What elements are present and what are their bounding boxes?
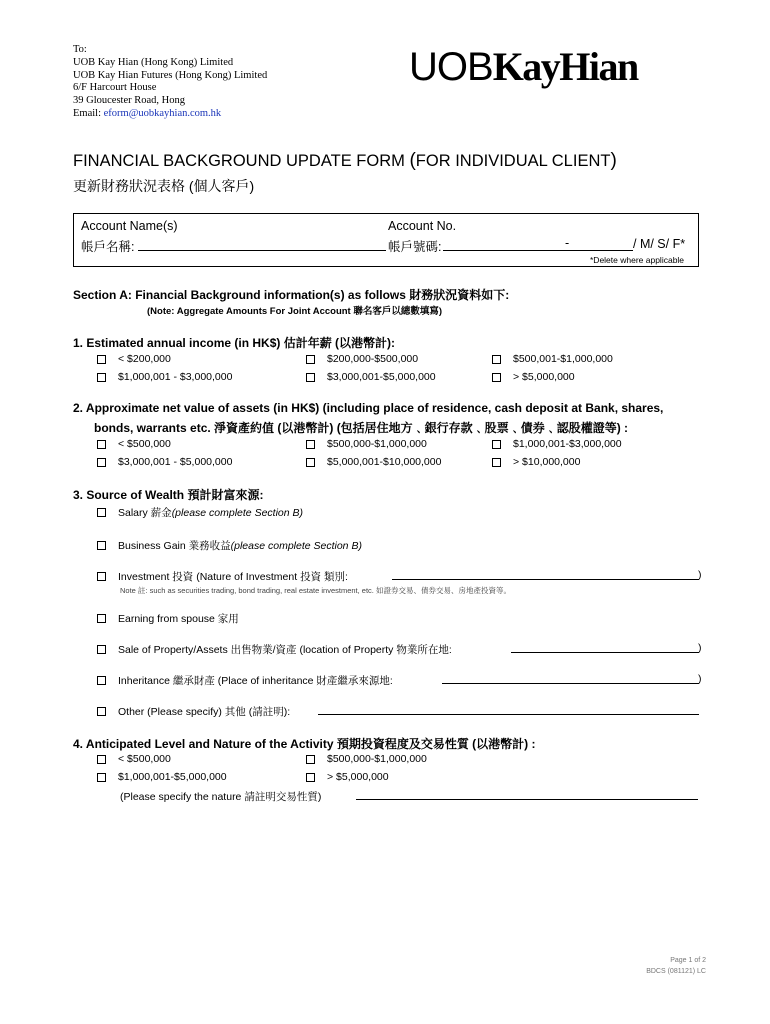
- option-label: > $5,000,000: [513, 371, 575, 383]
- recipient-address: [73, 44, 267, 121]
- inheritance-place-field[interactable]: [442, 683, 699, 684]
- address-line: 6/F Harcourt House: [73, 82, 157, 94]
- checkbox[interactable]: [492, 440, 501, 449]
- form-title: [73, 150, 617, 172]
- checkbox[interactable]: [97, 676, 106, 685]
- q1-option[interactable]: [306, 371, 436, 383]
- option-label: $3,000,001-$5,000,000: [327, 371, 436, 383]
- option-label: Business Gain 業務收益: [118, 540, 231, 552]
- q3-other[interactable]: [97, 704, 290, 719]
- section-a-note: (Note: Aggregate Amounts For Joint Account 聯名客戶以總數填寫): [147, 306, 443, 317]
- checkbox[interactable]: [97, 614, 106, 623]
- checkbox[interactable]: [306, 458, 315, 467]
- q1-option[interactable]: [97, 353, 171, 365]
- q2-title-line1: 2. Approximate net value of assets (in HK$) (including place of residence, cash deposit at Bank, shares,: [73, 401, 664, 415]
- option-label: $500,001-$1,000,000: [513, 353, 613, 365]
- option-label: Investment 投資 (Nature of Investment 投資 類別:: [118, 571, 348, 583]
- logo-uob: UOB: [409, 45, 493, 89]
- option-label: $1,000,001 - $3,000,000: [118, 371, 233, 383]
- q2-option[interactable]: [306, 438, 427, 450]
- account-type-suffix: / M/ S/ F*: [633, 237, 686, 251]
- option-label: < $500,000: [118, 438, 171, 450]
- section-a-heading: Section A: Financial Background information(s) as follows 財務狀況資料如下:: [73, 288, 510, 302]
- q4-specify-label: (Please specify the nature 請註明交易性質): [120, 791, 322, 803]
- logo-kayhian: KayHian: [492, 44, 638, 89]
- q3-title: 3. Source of Wealth 預計財富來源:: [73, 488, 264, 502]
- q3-inheritance[interactable]: [97, 673, 393, 688]
- q2-option[interactable]: [492, 456, 580, 468]
- option-label: $3,000,001 - $5,000,000: [118, 456, 233, 468]
- q2-option[interactable]: [306, 456, 441, 468]
- checkbox[interactable]: [306, 440, 315, 449]
- account-no-label-zh: 帳戶號碼:: [388, 240, 442, 254]
- q1-option[interactable]: [492, 371, 575, 383]
- option-label: $1,000,001-$3,000,000: [513, 438, 622, 450]
- checkbox[interactable]: [97, 440, 106, 449]
- checkbox[interactable]: [97, 373, 106, 382]
- checkbox[interactable]: [97, 707, 106, 716]
- checkbox[interactable]: [97, 458, 106, 467]
- email-link[interactable]: eform@uobkayhian.com.hk: [103, 107, 222, 119]
- q2-title-line2: bonds, warrants etc. 淨資產約值 (以港幣計) (包括居住地方﹑銀行存款﹑股票﹑債券﹑認股權證等) :: [94, 421, 629, 435]
- option-label: Inheritance 繼承財產 (Place of inheritance 財產繼承來源地:: [118, 675, 393, 687]
- q2-option[interactable]: [97, 438, 171, 450]
- form-title-zh: 更新財務狀況表格 (個人客戶): [73, 178, 255, 194]
- option-label: Sale of Property/Assets 出售物業/資產 (location of Property 物業所在地:: [118, 644, 452, 656]
- option-hint: (please complete Section B): [171, 506, 304, 519]
- delete-note: *Delete where applicable: [590, 255, 685, 265]
- option-label: $1,000,001-$5,000,000: [118, 771, 227, 783]
- checkbox[interactable]: [306, 373, 315, 382]
- option-label: $200,000-$500,000: [327, 353, 419, 365]
- account-name-label: Account Name(s): [81, 219, 178, 233]
- address-line: UOB Kay Hian (Hong Kong) Limited: [73, 56, 234, 68]
- q1-title: 1. Estimated annual income (in HK$) 估計年薪 (以港幣計):: [73, 336, 396, 350]
- close-paren: ): [698, 569, 702, 581]
- checkbox[interactable]: [97, 773, 106, 782]
- investment-note: Note 註: such as securities trading, bond trading, real estate investment, etc. 如證券交易、債券交易、房地產投資等。: [120, 586, 511, 595]
- email-label: Email:: [73, 107, 104, 119]
- form-code: BDCS (081121) LC: [646, 968, 706, 975]
- option-label: $500,000-$1,000,000: [327, 753, 427, 765]
- option-label: $500,000-$1,000,000: [327, 438, 427, 450]
- property-location-field[interactable]: [511, 652, 699, 653]
- q2-option[interactable]: [97, 456, 232, 468]
- q4-option[interactable]: [97, 771, 227, 783]
- title-paren-close: ): [610, 150, 617, 171]
- checkbox[interactable]: [97, 541, 106, 550]
- account-no-label: Account No.: [388, 219, 457, 233]
- q4-option[interactable]: [306, 753, 427, 765]
- q4-option[interactable]: [97, 753, 171, 765]
- checkbox[interactable]: [97, 755, 106, 764]
- email-line: [73, 108, 267, 121]
- company-logo: [409, 44, 638, 90]
- checkbox[interactable]: [492, 458, 501, 467]
- checkbox[interactable]: [306, 773, 315, 782]
- title-paren-open: (: [409, 150, 416, 171]
- option-hint: (please complete Section B): [230, 539, 362, 552]
- checkbox[interactable]: [97, 508, 106, 517]
- option-label: > $10,000,000: [513, 456, 581, 468]
- option-label: > $5,000,000: [327, 771, 389, 783]
- option-label: $5,000,001-$10,000,000: [327, 456, 442, 468]
- account-name-field[interactable]: [138, 250, 386, 251]
- q3-property[interactable]: [97, 642, 452, 657]
- title-paren-text: FOR INDIVIDUAL CLIENT: [415, 152, 611, 170]
- address-line: UOB Kay Hian Futures (Hong Kong) Limited: [73, 69, 268, 81]
- q3-spouse[interactable]: [97, 611, 239, 626]
- address-line: 39 Gloucester Road, Hong: [73, 95, 185, 107]
- close-paren: ): [698, 673, 702, 685]
- option-label: < $500,000: [118, 753, 171, 765]
- q2-option[interactable]: [492, 438, 622, 450]
- checkbox[interactable]: [306, 755, 315, 764]
- account-name-label-zh: 帳戶名稱:: [81, 240, 135, 254]
- option-label: Other (Please specify) 其他 (請註明):: [118, 706, 291, 718]
- checkbox[interactable]: [492, 355, 501, 364]
- account-no-dash: -: [565, 236, 570, 250]
- q1-option[interactable]: [306, 353, 418, 365]
- checkbox[interactable]: [97, 645, 106, 654]
- to-label: To:: [73, 44, 87, 55]
- investment-nature-field[interactable]: [392, 579, 699, 580]
- account-no-field[interactable]: [443, 250, 633, 251]
- checkbox[interactable]: [306, 355, 315, 364]
- title-main: FINANCIAL BACKGROUND UPDATE FORM: [73, 152, 410, 170]
- q3-investment[interactable]: [97, 569, 348, 584]
- q1-option[interactable]: [97, 371, 232, 383]
- checkbox[interactable]: [97, 355, 106, 364]
- q3-business-gain[interactable]: [97, 538, 362, 553]
- q3-salary[interactable]: [97, 505, 303, 520]
- page-number: Page 1 of 2: [670, 957, 706, 964]
- option-label: Salary 薪金: [118, 507, 172, 519]
- close-paren: ): [698, 642, 702, 654]
- checkbox[interactable]: [492, 373, 501, 382]
- q4-option[interactable]: [306, 771, 389, 783]
- option-label: Earning from spouse 家用: [118, 613, 239, 625]
- option-label: < $200,000: [118, 353, 171, 365]
- checkbox[interactable]: [97, 572, 106, 581]
- nature-specify-field[interactable]: [356, 799, 698, 800]
- other-specify-field[interactable]: [318, 714, 699, 715]
- q4-title: 4. Anticipated Level and Nature of the Activity 預期投資程度及交易性質 (以港幣計) :: [73, 737, 536, 751]
- q1-option[interactable]: [492, 353, 613, 365]
